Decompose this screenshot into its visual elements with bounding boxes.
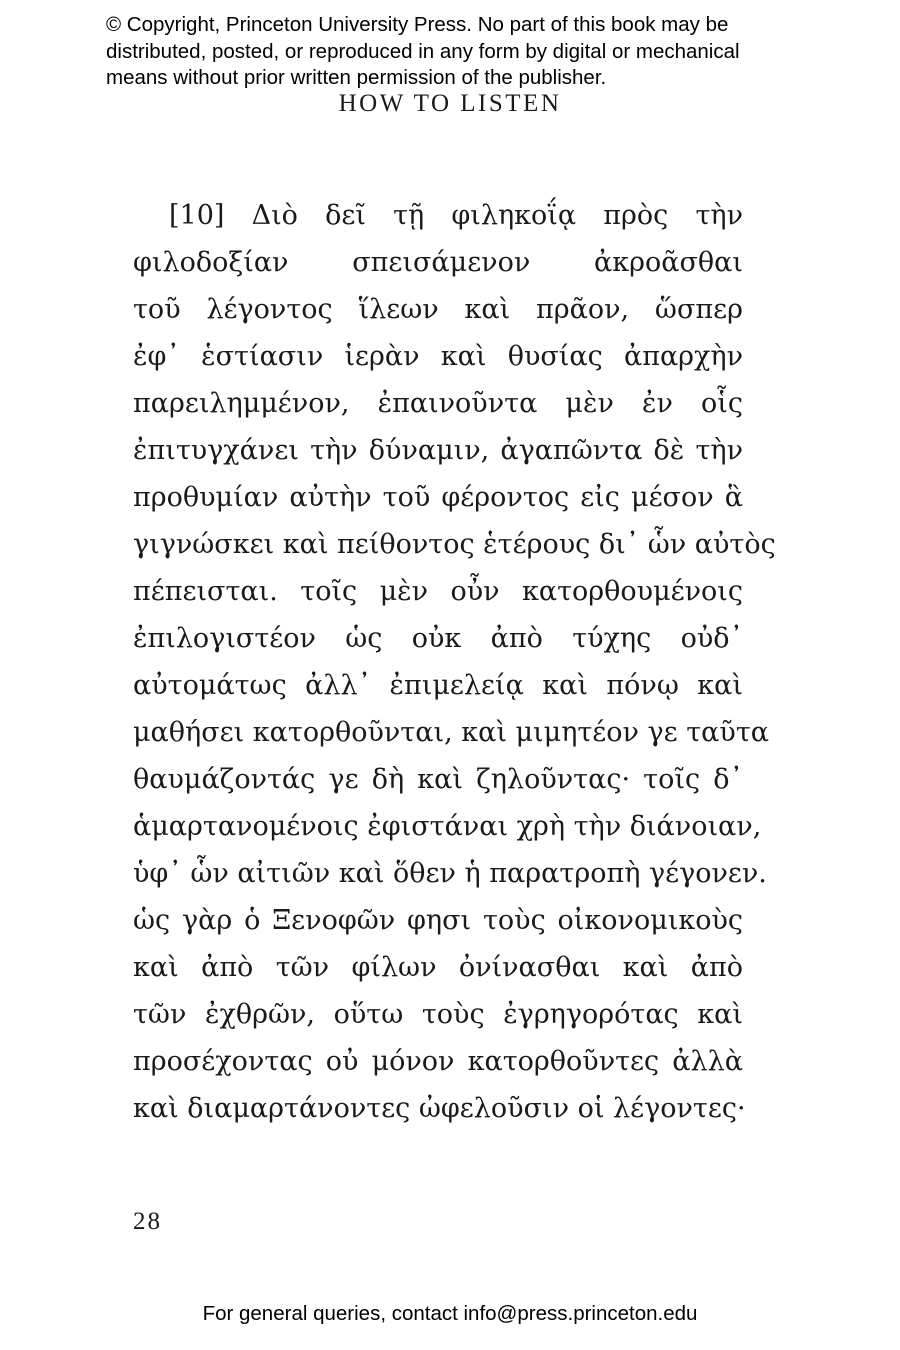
text-line: παρειλημμένον, ἐπαινοῦντα μὲν ἐν οἷς <box>133 388 743 419</box>
text-line: γιγνώσκει καὶ πείθοντος ἑτέρους δι᾽ ὧν αὐτὸς <box>133 529 776 560</box>
footer-contact: For general queries, contact info@press.princeton.edu <box>202 1302 698 1325</box>
running-head: HOW TO LISTEN <box>338 90 562 117</box>
text-line: ἐπιτυγχάνει τὴν δύναμιν, ἀγαπῶντα δὲ τὴν <box>133 435 743 466</box>
text-line: προσέχοντας οὐ μόνον κατορθοῦντες ἀλλὰ <box>133 1046 743 1077</box>
page-number: 28 <box>133 1208 162 1235</box>
text-line: [10] Διὸ δεῖ τῇ φιληκοΐᾳ πρὸς τὴν <box>169 200 743 231</box>
copyright-line: © Copyright, Princeton University Press. No part of this book may be <box>106 13 729 36</box>
text-line: φιλοδοξίαν σπεισάμενον ἀκροᾶσθαι <box>133 247 743 278</box>
text-line: καὶ ἀπὸ τῶν φίλων ὀνίνασθαι καὶ ἀπὸ <box>133 952 743 983</box>
text-line: προθυμίαν αὐτὴν τοῦ φέροντος εἰς μέσον ἃ <box>133 482 743 513</box>
copyright-notice <box>106 12 826 92</box>
text-line: θαυμάζοντάς γε δὴ καὶ ζηλοῦντας· τοῖς δ᾽ <box>133 764 743 795</box>
text-line: ἐφ᾽ ἑστίασιν ἱερὰν καὶ θυσίας ἀπαρχὴν <box>133 341 743 372</box>
copyright-line: means without prior written permission of the publisher. <box>106 66 607 89</box>
text-line: ἐπιλογιστέον ὡς οὐκ ἀπὸ τύχης οὐδ᾽ <box>133 623 743 654</box>
greek-text-paragraph <box>133 192 776 1132</box>
text-line: καὶ διαμαρτάνοντες ὠφελοῦσιν οἱ λέγοντες· <box>133 1093 746 1124</box>
text-line: πέπεισται. τοῖς μὲν οὖν κατορθουμένοις <box>133 576 743 607</box>
text-line: τοῦ λέγοντος ἵλεων καὶ πρᾶον, ὥσπερ <box>133 294 743 325</box>
text-line: τῶν ἐχθρῶν, οὕτω τοὺς ἐγρηγορότας καὶ <box>133 999 743 1030</box>
text-line: μαθήσει κατορθοῦνται, καὶ μιμητέον γε ταῦτα <box>133 717 770 748</box>
text-line: αὐτομάτως ἀλλ᾽ ἐπιμελείᾳ καὶ πόνῳ καὶ <box>133 670 743 701</box>
copyright-line: distributed, posted, or reproduced in any form by digital or mechanical <box>106 39 740 63</box>
text-line: ἁμαρτανομένοις ἐφιστάναι χρὴ τὴν διάνοιαν, <box>133 811 762 842</box>
text-line: ὑφ᾽ ὧν αἰτιῶν καὶ ὅθεν ἡ παρατροπὴ γέγονεν. <box>133 858 767 889</box>
text-line: ὡς γὰρ ὁ Ξενοφῶν φησι τοὺς οἰκονομικοὺς <box>133 905 743 936</box>
